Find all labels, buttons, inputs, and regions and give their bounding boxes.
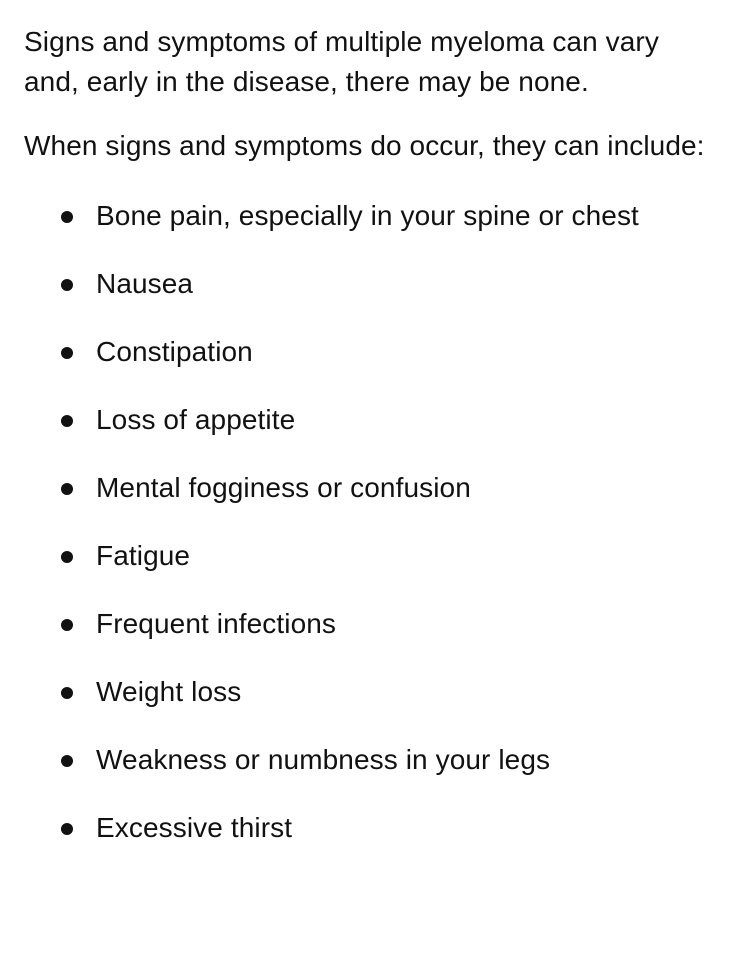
bullet-icon — [61, 211, 73, 223]
list-item — [24, 400, 715, 468]
list-item-text: Weight loss — [96, 676, 242, 707]
lead-in-paragraph: When signs and symptoms do occur, they can include: — [24, 130, 705, 161]
list-item — [24, 468, 715, 536]
list-item — [24, 672, 715, 740]
list-item-text: Excessive thirst — [96, 812, 293, 843]
list-item-text: Bone pain, especially in your spine or chest — [96, 200, 639, 231]
list-item-text: Loss of appetite — [96, 404, 296, 435]
bullet-icon — [61, 347, 73, 359]
list-item-text: Mental fogginess or confusion — [96, 472, 471, 503]
list-item — [24, 536, 715, 604]
bullet-icon — [61, 823, 73, 835]
list-item — [24, 604, 715, 672]
bullet-icon — [61, 619, 73, 631]
list-item-text: Frequent infections — [96, 608, 337, 639]
bullet-icon — [61, 755, 73, 767]
list-item — [24, 264, 715, 332]
list-item — [24, 332, 715, 400]
list-item-text: Fatigue — [96, 540, 191, 571]
bullet-icon — [61, 415, 73, 427]
bullet-icon — [61, 483, 73, 495]
list-item — [24, 196, 715, 264]
intro-paragraph: Signs and symptoms of multiple myeloma can vary and, early in the disease, there may be none. — [24, 26, 659, 97]
list-item-text: Weakness or numbness in your legs — [96, 744, 551, 775]
list-item — [24, 740, 715, 808]
list-item — [24, 808, 715, 876]
bullet-icon — [61, 279, 73, 291]
bullet-icon — [61, 551, 73, 563]
list-item-text: Constipation — [96, 336, 253, 367]
list-item-text: Nausea — [96, 268, 194, 299]
symptoms-list — [24, 196, 715, 876]
bullet-icon — [61, 687, 73, 699]
